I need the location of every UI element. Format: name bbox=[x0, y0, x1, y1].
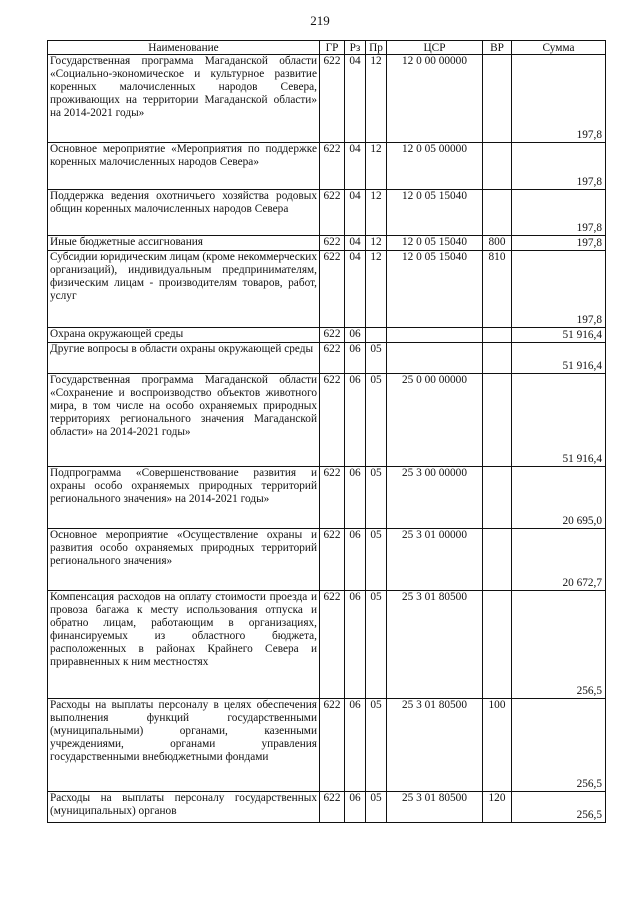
table-row bbox=[48, 251, 606, 328]
row-pr: 05 bbox=[366, 529, 387, 591]
row-csr: 25 3 00 00000 bbox=[387, 467, 483, 529]
row-sum: 197,8 bbox=[512, 251, 606, 328]
row-gr: 622 bbox=[320, 591, 345, 699]
row-csr: 25 0 00 00000 bbox=[387, 374, 483, 467]
row-pr: 05 bbox=[366, 467, 387, 529]
row-gr: 622 bbox=[320, 467, 345, 529]
row-csr: 12 0 05 00000 bbox=[387, 143, 483, 190]
row-pr: 12 bbox=[366, 190, 387, 236]
table-row bbox=[48, 190, 606, 236]
row-rz: 04 bbox=[345, 55, 366, 143]
row-vr bbox=[483, 328, 512, 343]
row-name: Государственная программа Магаданской области «Социально-экономическое и культурное развитие коренных малочисленных народов Севера, проживающих на территории Магаданской области» на 2014-2021 годы» bbox=[48, 55, 320, 143]
table-row bbox=[48, 374, 606, 467]
row-name: Основное мероприятие «Осуществление охраны и развития особо охраняемых природных территорий регионального значения» bbox=[48, 529, 320, 591]
row-sum: 20 672,7 bbox=[512, 529, 606, 591]
row-name: Подпрограмма «Совершенствование развития и охраны особо охраняемых природных территорий регионального значения» на 2014-2021 годы» bbox=[48, 467, 320, 529]
row-name: Основное мероприятие «Мероприятия по поддержке коренных малочисленных народов Севера» bbox=[48, 143, 320, 190]
row-rz: 04 bbox=[345, 251, 366, 328]
row-csr: 25 3 01 00000 bbox=[387, 529, 483, 591]
row-csr: 12 0 00 00000 bbox=[387, 55, 483, 143]
row-vr: 800 bbox=[483, 236, 512, 251]
row-vr bbox=[483, 143, 512, 190]
row-pr: 12 bbox=[366, 236, 387, 251]
row-gr: 622 bbox=[320, 374, 345, 467]
row-vr: 100 bbox=[483, 699, 512, 792]
row-rz: 04 bbox=[345, 190, 366, 236]
header-pr: Пр bbox=[366, 41, 387, 55]
row-csr bbox=[387, 343, 483, 374]
header-rz: Рз bbox=[345, 41, 366, 55]
row-gr: 622 bbox=[320, 792, 345, 823]
row-name: Иные бюджетные ассигнования bbox=[48, 236, 320, 251]
row-name: Охрана окружающей среды bbox=[48, 328, 320, 343]
header-sum: Сумма bbox=[512, 41, 606, 55]
row-gr: 622 bbox=[320, 190, 345, 236]
row-pr: 05 bbox=[366, 343, 387, 374]
header-row bbox=[48, 41, 606, 55]
row-rz: 06 bbox=[345, 467, 366, 529]
row-sum: 256,5 bbox=[512, 699, 606, 792]
row-name: Государственная программа Магаданской области «Сохранение и воспроизводство объектов животного мира, в том числе на особо охраняемых природных территориях регионального значения Магаданской области» на 2014-2021 годы» bbox=[48, 374, 320, 467]
header-name: Наименование bbox=[48, 41, 320, 55]
row-gr: 622 bbox=[320, 236, 345, 251]
row-gr: 622 bbox=[320, 251, 345, 328]
row-vr bbox=[483, 529, 512, 591]
row-sum: 197,8 bbox=[512, 55, 606, 143]
row-pr: 05 bbox=[366, 699, 387, 792]
row-csr: 12 0 05 15040 bbox=[387, 251, 483, 328]
row-csr: 25 3 01 80500 bbox=[387, 591, 483, 699]
row-rz: 06 bbox=[345, 529, 366, 591]
row-sum: 51 916,4 bbox=[512, 328, 606, 343]
row-csr bbox=[387, 328, 483, 343]
table-row bbox=[48, 529, 606, 591]
row-name: Другие вопросы в области охраны окружающей среды bbox=[48, 343, 320, 374]
row-rz: 04 bbox=[345, 236, 366, 251]
row-pr: 12 bbox=[366, 55, 387, 143]
row-gr: 622 bbox=[320, 328, 345, 343]
row-gr: 622 bbox=[320, 699, 345, 792]
row-vr bbox=[483, 55, 512, 143]
row-name: Компенсация расходов на оплату стоимости проезда и провоза багажа к месту использования отпуска и обратно лицам, работающим в организациях, финансируемых из областного бюджета, расположенных в районах Крайнего Севера и приравненных к ним местностях bbox=[48, 591, 320, 699]
row-vr bbox=[483, 374, 512, 467]
table-row bbox=[48, 792, 606, 823]
row-pr: 05 bbox=[366, 792, 387, 823]
row-rz: 06 bbox=[345, 699, 366, 792]
header-gr: ГР bbox=[320, 41, 345, 55]
row-rz: 04 bbox=[345, 143, 366, 190]
row-vr: 120 bbox=[483, 792, 512, 823]
row-rz: 06 bbox=[345, 343, 366, 374]
row-rz: 06 bbox=[345, 591, 366, 699]
table-row bbox=[48, 467, 606, 529]
row-sum: 51 916,4 bbox=[512, 374, 606, 467]
row-csr: 25 3 01 80500 bbox=[387, 699, 483, 792]
row-sum: 197,8 bbox=[512, 236, 606, 251]
row-rz: 06 bbox=[345, 374, 366, 467]
row-vr bbox=[483, 343, 512, 374]
page-number: 219 bbox=[310, 13, 330, 28]
row-gr: 622 bbox=[320, 343, 345, 374]
row-sum: 256,5 bbox=[512, 792, 606, 823]
row-pr: 05 bbox=[366, 591, 387, 699]
row-name: Расходы на выплаты персоналу в целях обеспечения выполнения функций государственными (муниципальными) органами, казенными учреждениями, органами управления государственными внебюджетными фондами bbox=[48, 699, 320, 792]
row-csr: 12 0 05 15040 bbox=[387, 190, 483, 236]
row-name: Субсидии юридическим лицам (кроме некоммерческих организаций), индивидуальным предпринимателям, физическим лицам - производителям товаров, работ, услуг bbox=[48, 251, 320, 328]
table-row bbox=[48, 343, 606, 374]
row-vr: 810 bbox=[483, 251, 512, 328]
row-pr bbox=[366, 328, 387, 343]
row-sum: 197,8 bbox=[512, 190, 606, 236]
row-csr: 12 0 05 15040 bbox=[387, 236, 483, 251]
row-gr: 622 bbox=[320, 143, 345, 190]
row-gr: 622 bbox=[320, 55, 345, 143]
row-sum: 256,5 bbox=[512, 591, 606, 699]
row-sum: 197,8 bbox=[512, 143, 606, 190]
row-name: Расходы на выплаты персоналу государственных (муниципальных) органов bbox=[48, 792, 320, 823]
table-row bbox=[48, 328, 606, 343]
row-vr bbox=[483, 190, 512, 236]
row-gr: 622 bbox=[320, 529, 345, 591]
row-rz: 06 bbox=[345, 328, 366, 343]
row-name: Поддержка ведения охотничьего хозяйства родовых общин коренных малочисленных народов Севера bbox=[48, 190, 320, 236]
row-rz: 06 bbox=[345, 792, 366, 823]
row-pr: 12 bbox=[366, 251, 387, 328]
row-pr: 12 bbox=[366, 143, 387, 190]
row-csr: 25 3 01 80500 bbox=[387, 792, 483, 823]
table-row bbox=[48, 699, 606, 792]
table-row bbox=[48, 143, 606, 190]
row-sum: 20 695,0 bbox=[512, 467, 606, 529]
header-vr: ВР bbox=[483, 41, 512, 55]
row-pr: 05 bbox=[366, 374, 387, 467]
table-row bbox=[48, 591, 606, 699]
table-row bbox=[48, 236, 606, 251]
row-sum: 51 916,4 bbox=[512, 343, 606, 374]
row-vr bbox=[483, 467, 512, 529]
row-vr bbox=[483, 591, 512, 699]
table-row bbox=[48, 55, 606, 143]
budget-table bbox=[47, 40, 606, 823]
header-csr: ЦСР bbox=[387, 41, 483, 55]
